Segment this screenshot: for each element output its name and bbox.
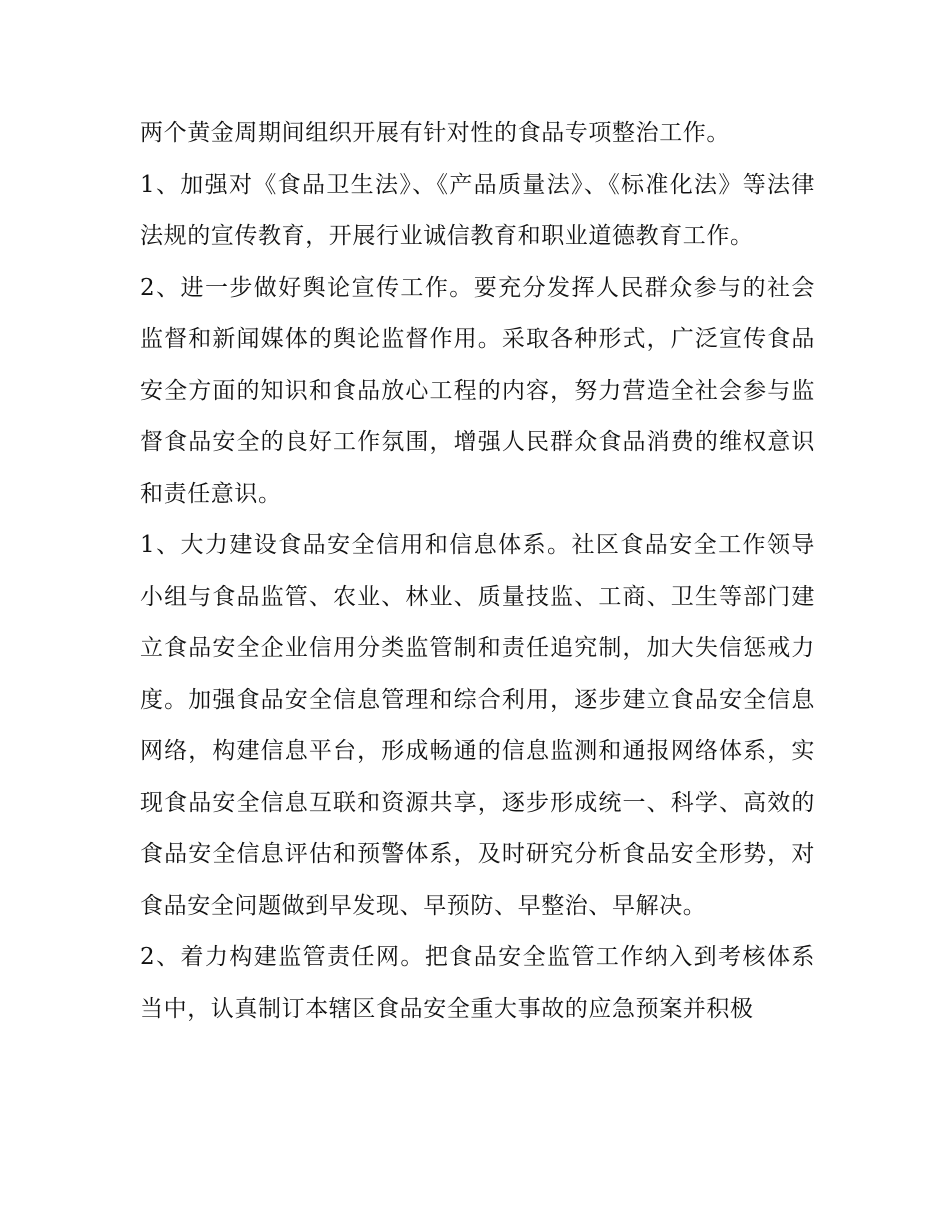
paragraph-law-education: 1、加强对《食品卫生法》、《产品质量法》、《标准化法》等法律法规的宣传教育，开展行业诚信教育和职业道德教育工作。	[140, 171, 815, 249]
paragraph-credit-system: 1、大力建设食品安全信用和信息体系。社区食品安全工作领导小组与食品监管、农业、林业、质量技监、工商、卫生等部门建立食品安全企业信用分类监管制和责任追究制，加大失信惩戒力度。加强食品安全信息管理和综合利用，逐步建立食品安全信息网络，构建信息平台，形成畅通的信息监测和通报网络体系，实现食品安全信息互联和资源共享，逐步形成统一、科学、高效的食品安全信息评估和预警体系，及时研究分析食品安全形势，对食品安全问题做到早发现、早预防、早整治、早解决。	[140, 532, 815, 919]
paragraph-public-opinion: 2、进一步做好舆论宣传工作。要充分发挥人民群众参与的社会监督和新闻媒体的舆论监督作用。采取各种形式，广泛宣传食品安全方面的知识和食品放心工程的内容，努力营造全社会参与监督食品安全的良好工作氛围，增强人民群众食品消费的维权意识和责任意识。	[140, 274, 815, 507]
paragraph-supervision-network: 2、着力构建监管责任网。把食品安全监管工作纳入到考核体系当中，认真制订本辖区食品安全重大事故的应急预案并积极	[140, 944, 815, 1022]
paragraph-intro: 两个黄金周期间组织开展有针对性的食品专项整治工作。	[140, 120, 730, 146]
document-body	[140, 108, 815, 1035]
